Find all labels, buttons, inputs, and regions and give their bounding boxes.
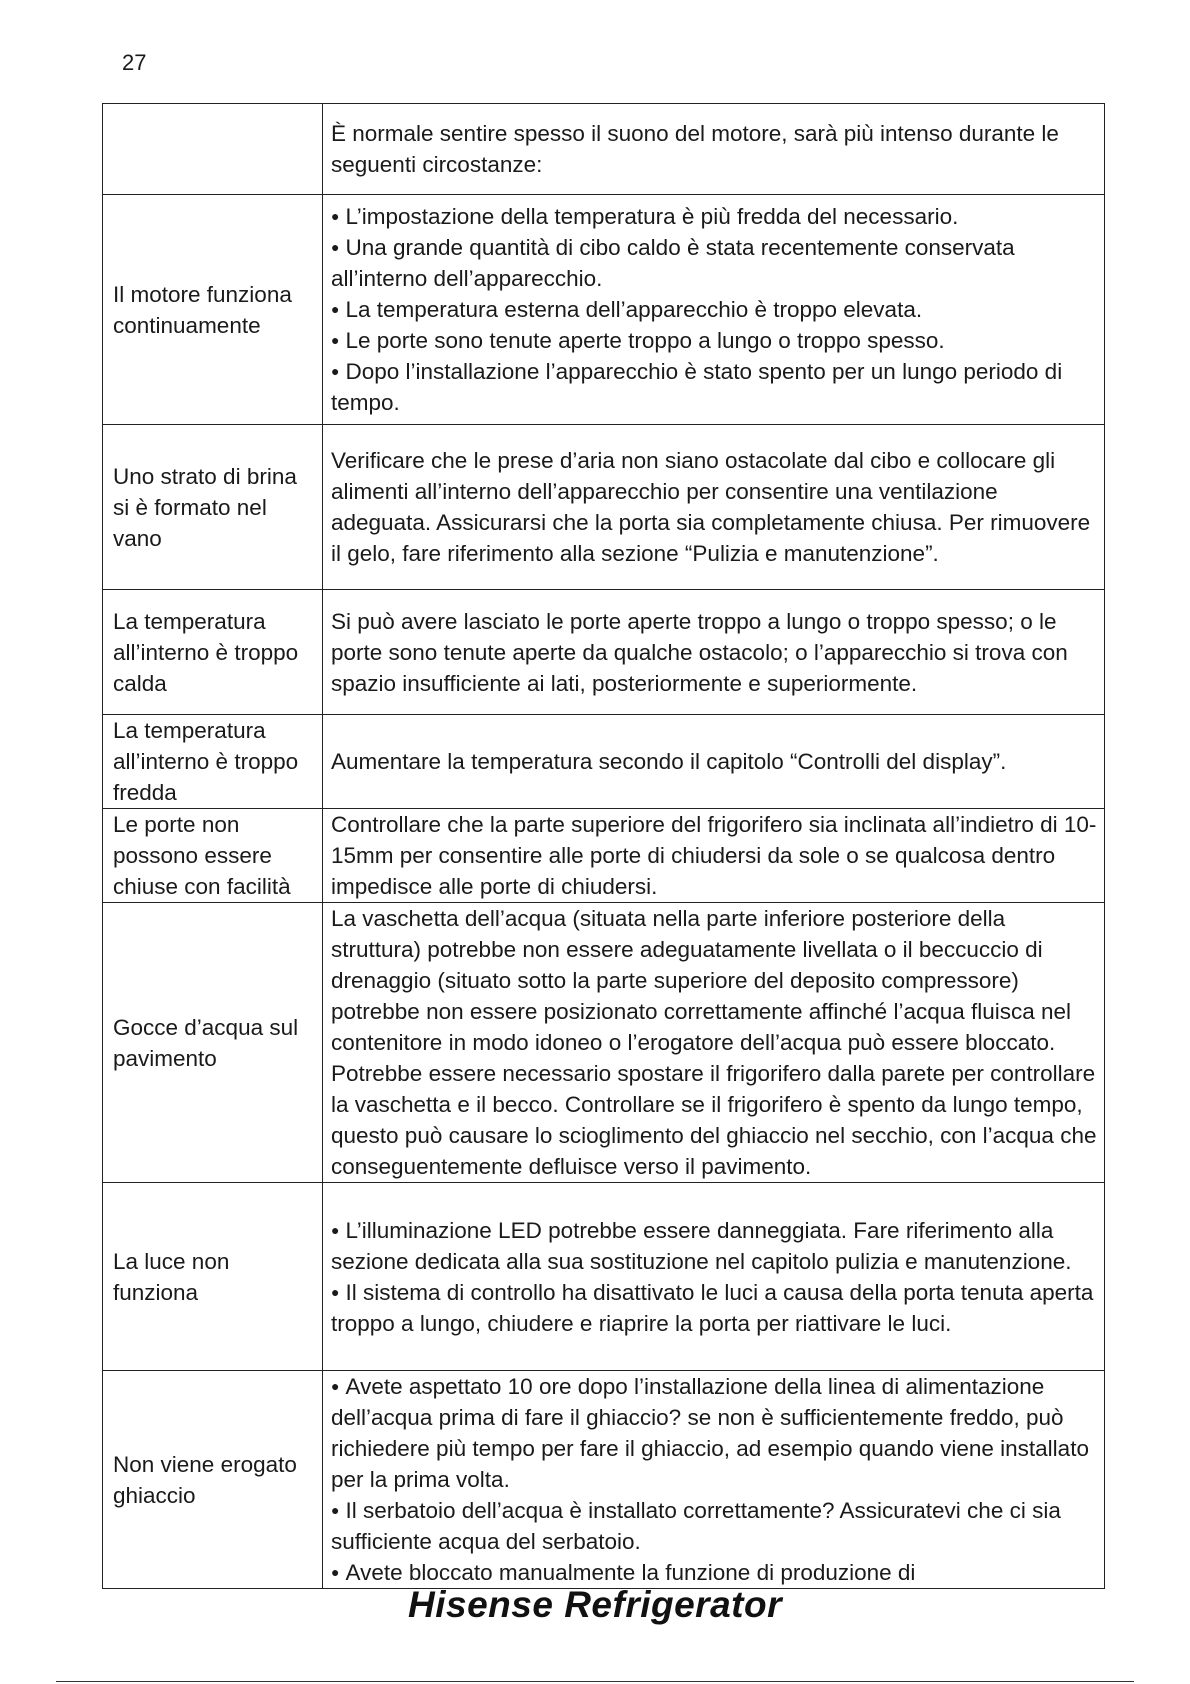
bullet-icon: ●	[331, 239, 340, 255]
list-item	[331, 356, 1098, 418]
solution-text: Dopo l’installazione l’apparecchio è stato spento per un lungo periodo di tempo.	[331, 359, 1063, 415]
list-item	[331, 1215, 1098, 1277]
solution-text: Le porte sono tenute aperte troppo a lungo o troppo spesso.	[345, 328, 945, 353]
problem-cell: Gocce d’acqua sul pavimento	[103, 903, 323, 1183]
problem-cell: Le porte non possono essere chiuse con facilità	[103, 809, 323, 903]
solution-text: Controllare che la parte superiore del frigorifero sia inclinata all’indietro di 10-15mm per consentire alle porte di chiudersi da sole o se qualcosa dentro impedisce alle porte di chiudersi.	[331, 812, 1097, 899]
page-number: 27	[122, 50, 147, 75]
solution-cell	[323, 809, 1105, 903]
bullet-icon: ●	[331, 1221, 340, 1238]
bullet-icon: ●	[331, 301, 340, 317]
list-item	[331, 1371, 1098, 1495]
problem-cell: La temperatura all’interno è troppo fredda	[103, 715, 323, 809]
table-row	[103, 590, 1105, 715]
bullet-icon: ●	[331, 1502, 340, 1518]
solution-cell	[323, 590, 1105, 715]
bullet-icon: ●	[331, 1564, 340, 1580]
problem-cell	[103, 104, 323, 195]
list-item	[331, 201, 1098, 232]
bullet-icon: ●	[331, 1378, 340, 1394]
solution-cell	[323, 425, 1105, 590]
problem-cell: Non viene erogato ghiaccio	[103, 1371, 323, 1589]
table-row	[103, 903, 1105, 1183]
bullet-icon: ●	[331, 332, 340, 348]
solution-text: È normale sentire spesso il suono del motore, sarà più intenso durante le seguenti circostanze:	[331, 121, 1059, 177]
solution-text: Una grande quantità di cibo caldo è stata recentemente conservata all’interno dell’apparecchio.	[331, 235, 1015, 291]
list-item	[331, 1495, 1098, 1557]
solution-text: Si può avere lasciato le porte aperte troppo a lungo o troppo spesso; o le porte sono tenute aperte da qualche ostacolo; o l’apparecchio si trova con spazio insufficiente ai lati, posteriormente e superiormente.	[331, 608, 1068, 696]
solution-cell	[323, 195, 1105, 425]
solution-cell	[323, 903, 1105, 1183]
solution-text: Il sistema di controllo ha disattivato le luci a causa della porta tenuta aperta troppo a lungo, chiudere e riaprire la porta per riattivare le luci.	[331, 1279, 1094, 1336]
solution-text: La temperatura esterna dell’apparecchio è troppo elevata.	[345, 297, 923, 322]
solution-text: Avete bloccato manualmente la funzione di produzione di	[345, 1560, 916, 1585]
bullet-icon: ●	[331, 363, 340, 379]
problem-cell: La temperatura all’interno è troppo calda	[103, 590, 323, 715]
problem-cell: Uno strato di brina si è formato nel vano	[103, 425, 323, 590]
bullet-icon: ●	[331, 208, 340, 224]
table-row	[103, 809, 1105, 903]
solution-cell	[323, 715, 1105, 809]
list-item	[331, 325, 1098, 356]
bullet-icon: ●	[331, 1283, 340, 1300]
table-row	[103, 715, 1105, 809]
table-row	[103, 1371, 1105, 1589]
solution-text: Aumentare la temperatura secondo il capitolo “Controlli del display”.	[331, 749, 1007, 774]
solution-text: Il serbatoio dell’acqua è installato correttamente? Assicuratevi che ci sia sufficiente acqua del serbatoio.	[331, 1498, 1061, 1554]
list-item	[331, 294, 1098, 325]
footer-divider	[56, 1681, 1134, 1682]
solution-cell	[323, 1371, 1105, 1589]
solution-text: Verificare che le prese d’aria non siano ostacolate dal cibo e collocare gli alimenti all’interno dell’apparecchio per consentire una ventilazione adeguata. Assicurarsi che la porta sia completamente chiusa. Per rimuovere il gelo, fare riferimento alla sezione “Pulizia e manutenzione”.	[331, 448, 1091, 566]
solution-text: La vaschetta dell’acqua (situata nella parte inferiore posteriore della struttura) potrebbe non essere adeguatamente livellata o il beccuccio di drenaggio (situato sotto la parte superiore del deposito compressore) potrebbe non essere posizionato correttamente affinché l’acqua fluisca nel contenitore in modo idoneo o l’erogatore dell’acqua può essere bloccato. Potrebbe essere necessario spostare il frigorifero dalla parete per controllare la vaschetta e il becco. Controllare se il frigorifero è spento da lungo tempo, questo può causare lo scioglimento del ghiaccio nel secchio, con l’acqua che conseguentemente defluisce verso il pavimento.	[331, 906, 1097, 1179]
solution-text: Avete aspettato 10 ore dopo l’installazione della linea di alimentazione dell’acqua prima di fare il ghiaccio? se non è sufficientemente freddo, può richiedere più tempo per fare il ghiaccio, ad esempio quando viene installato per la prima volta.	[331, 1374, 1089, 1492]
table-row	[103, 425, 1105, 590]
list-item	[331, 1277, 1098, 1339]
solution-text: L’impostazione della temperatura è più fredda del necessario.	[345, 204, 959, 229]
problem-cell: Il motore funziona continuamente	[103, 195, 323, 425]
troubleshooting-table	[102, 103, 1105, 1589]
table-row	[103, 1183, 1105, 1371]
solution-cell	[323, 104, 1105, 195]
solution-cell	[323, 1183, 1105, 1371]
brand-footer: Hisense Refrigerator	[408, 1584, 782, 1625]
table-row	[103, 195, 1105, 425]
problem-cell: La luce non funziona	[103, 1183, 323, 1371]
table-row	[103, 104, 1105, 195]
solution-text: L’illuminazione LED potrebbe essere danneggiata. Fare riferimento alla sezione dedicata alla sua sostituzione nel capitolo pulizia e manutenzione.	[331, 1217, 1072, 1274]
list-item	[331, 232, 1098, 294]
